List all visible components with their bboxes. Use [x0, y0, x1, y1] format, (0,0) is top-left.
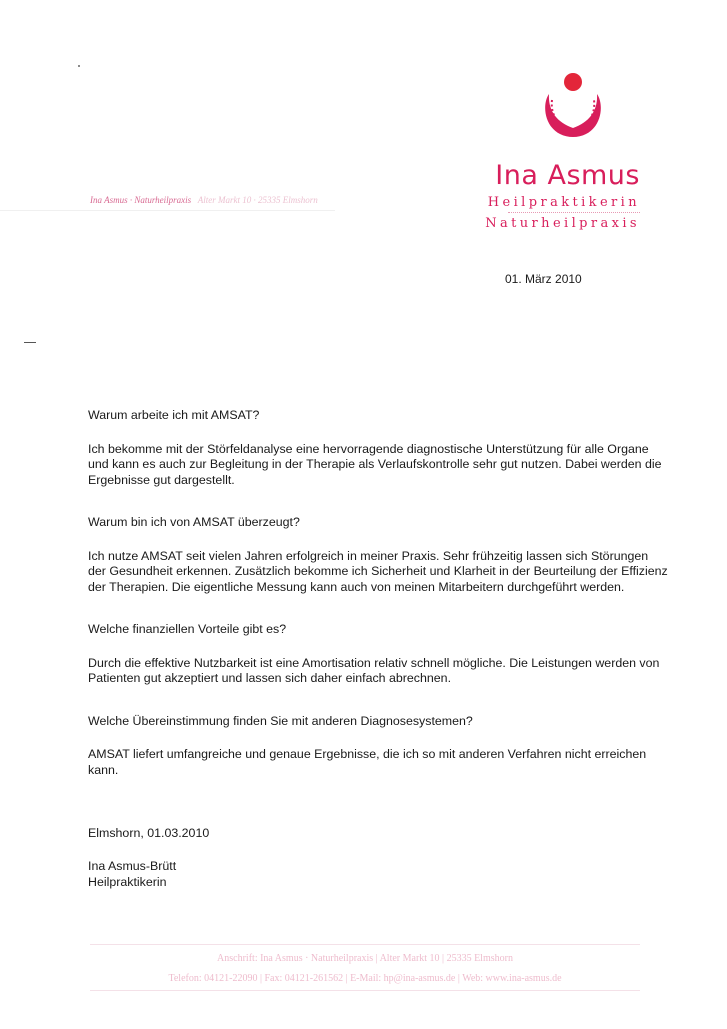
- signature-title: Heilpraktikerin: [88, 874, 167, 889]
- sender-line: [90, 195, 318, 205]
- letterhead-practice: Naturheilpraxis: [485, 216, 640, 231]
- letterhead-profession: Heilpraktikerin: [487, 195, 640, 210]
- answer-3: Durch die effektive Nutzbarkeit ist eine Amortisation relativ schnell mögliche. Die Leistungen werden von Patienten gut akzeptiert und lassen sich daher einfach abrechnen.: [88, 655, 660, 685]
- sender-divider: [0, 210, 335, 211]
- fold-mark: [24, 342, 36, 343]
- letter-body: [88, 408, 668, 805]
- closing-block: [88, 826, 209, 842]
- letter-date: 01. März 2010: [505, 272, 582, 286]
- sender-address: Alter Markt 10 · 25335 Elmshorn: [197, 195, 318, 205]
- letterhead-name: Ina Asmus: [495, 160, 640, 191]
- scan-speck: [78, 65, 80, 67]
- footer-address: Anschrift: Ina Asmus · Naturheilpraxis | Alter Markt 10 | 25335 Elmshorn: [217, 953, 513, 964]
- answer-1: Ich bekomme mit der Störfeldanalyse eine hervorragende diagnostische Unterstützung für alle Organe und kann es auch zur Begleitung in der Therapie als Verlaufskontrolle sehr gut nutzen. Dabei werden die Ergebnisse gut dargestellt.: [88, 441, 662, 487]
- letterhead-divider: [508, 212, 640, 213]
- question-4: Welche Übereinstimmung finden Sie mit anderen Diagnosesystemen?: [88, 713, 473, 728]
- sender-name: Ina Asmus · Naturheilpraxis: [90, 195, 192, 205]
- footer-divider-bottom: [90, 990, 640, 991]
- footer-contact: Telefon: 04121-22090 | Fax: 04121-261562 | E-Mail: hp@ina-asmus.de | Web: www.ina-asmus.de: [168, 973, 562, 984]
- question-1: Warum arbeite ich mit AMSAT?: [88, 408, 260, 422]
- place-date: Elmshorn, 01.03.2010: [88, 826, 210, 840]
- praxis-logo-icon: [538, 70, 608, 150]
- question-3: Welche finanziellen Vorteile gibt es?: [88, 622, 287, 636]
- signature-name: Ina Asmus-Brütt: [88, 859, 177, 873]
- answer-4: AMSAT liefert umfangreiche und genaue Ergebnisse, die ich so mit anderen Verfahren nicht erreichen kann.: [88, 747, 647, 777]
- signature-block: [88, 859, 176, 890]
- answer-2: Ich nutze AMSAT seit vielen Jahren erfolgreich in meiner Praxis. Sehr frühzeitig lassen sich Störungen der Gesundheit erkennen. Zusätzlich bekomme ich Sicherheit und Klarheit in der Beurteilung der Effizienz der Therapien. Die eigentliche Messung kann auch von meinen Mitarbeitern durchgeführt werden.: [88, 548, 668, 594]
- question-2: Warum bin ich von AMSAT überzeugt?: [88, 515, 300, 529]
- footer-divider-top: [90, 944, 640, 945]
